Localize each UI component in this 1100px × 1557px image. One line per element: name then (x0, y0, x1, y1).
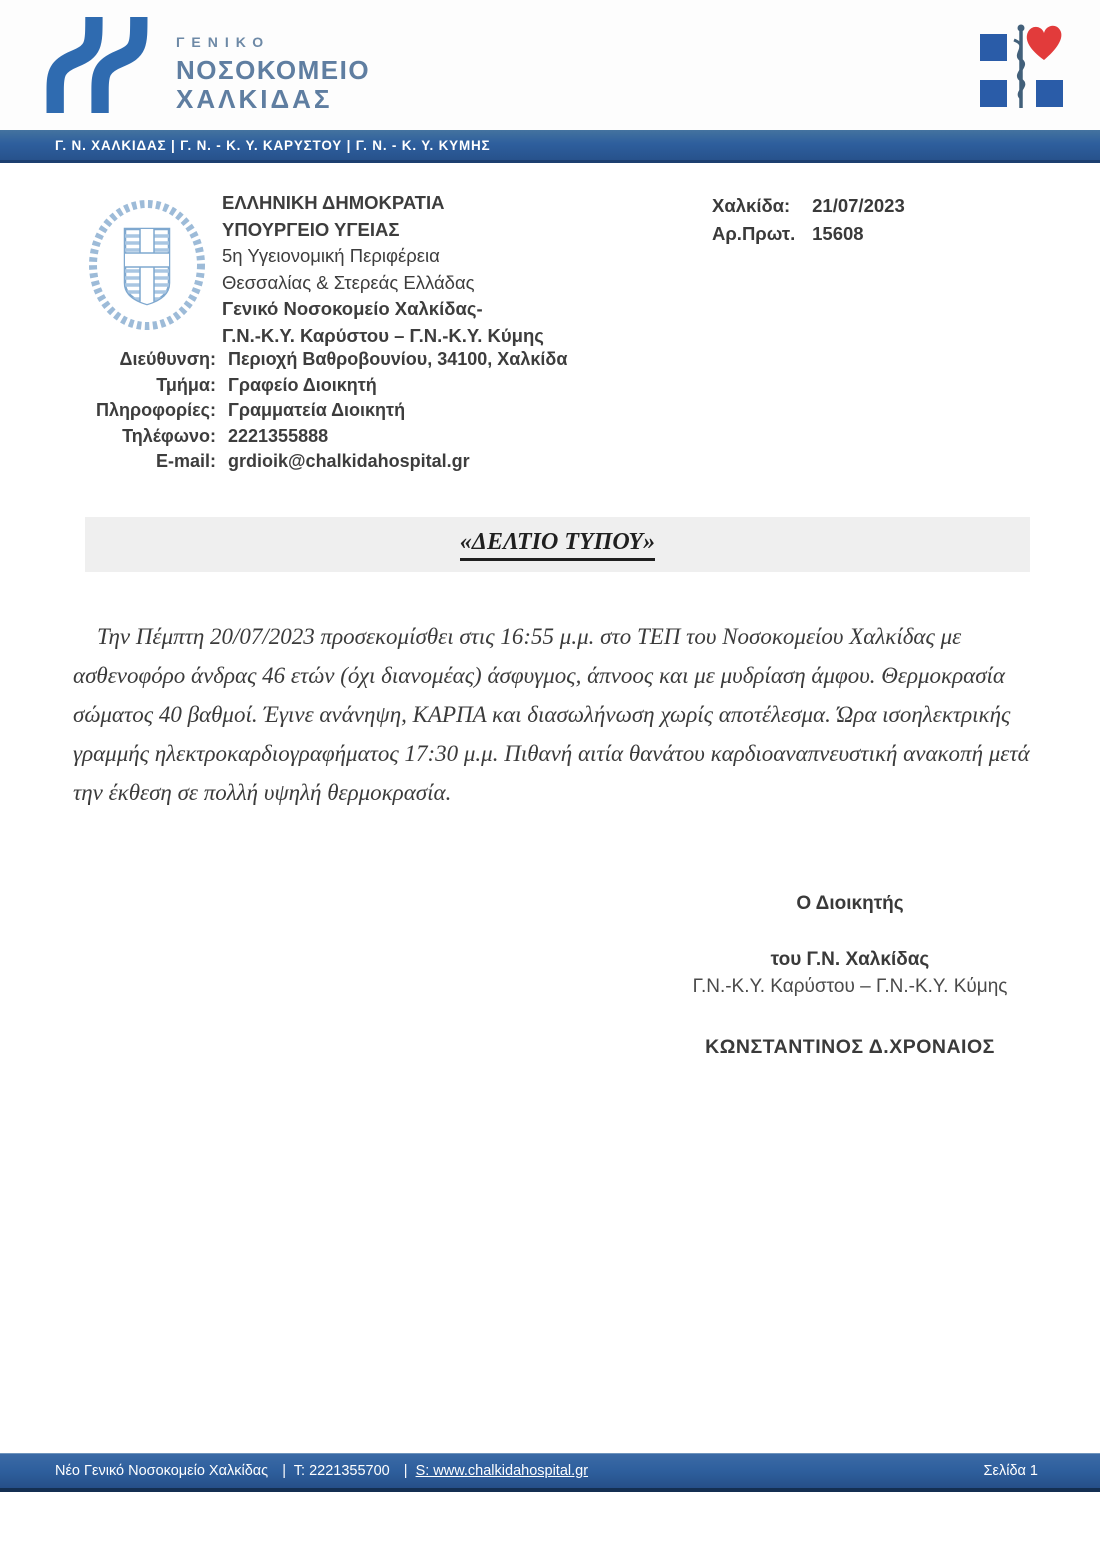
hospital-logo-icon (38, 14, 156, 116)
contact-row-phone (88, 424, 567, 450)
contact-row-email (88, 449, 567, 475)
health-ministry-logo-icon (970, 20, 1078, 116)
contact-label: Τηλέφωνο: (122, 425, 216, 446)
letterhead-top (0, 0, 1100, 130)
signature-org-primary: του Γ.Ν. Χαλκίδας (770, 949, 930, 970)
protocol-value: 15608 (812, 223, 864, 244)
contact-row-address (88, 347, 567, 373)
contact-value: 2221355888 (228, 425, 329, 446)
press-release-body: Την Πέμπτη 20/07/2023 προσεκομίσθει στις 16:55 μ.μ. στο ΤΕΠ του Νοσοκομείου Χαλκίδας με ασθενοφόρο άνδρας 46 ετών (όχι διανομέας) άσφυγμος, άπνοος και με μυδρίαση άμφου. Θερμοκρασία σώματος 40 βαθμοί. Έγινε ανάνηψη, ΚΑΡΠΑ και διασωλήνωση χωρίς αποτέλεσμα. Ώρα ισοηλεκτρικής γραμμής ηλεκτροκαρδιογραφήματος 17:30 μ.μ. Πιθανή αιτία θανάτου καρδιοαναπνευστική ανακοπή μετά την έκθεση σε πολλή υψηλή θερμοκρασία. (73, 624, 1030, 805)
contact-row-information (88, 398, 567, 424)
hospital-units-banner (0, 130, 1100, 163)
footer-phone: Τ: 2221355700 (293, 1463, 390, 1479)
press-release-title: «ΔΕΛΤΙΟ ΤΥΠΟΥ» (460, 529, 655, 561)
hospital-name-line1: ΓΕΝΙΚΟ (176, 34, 271, 50)
date-row (712, 192, 905, 220)
date-value: 21/07/2023 (812, 195, 905, 216)
contact-value: Γραμματεία Διοικητή (228, 400, 406, 420)
contact-value: grdioik@chalkidahospital.gr (228, 451, 470, 471)
date-label: Χαλκίδα: (712, 195, 791, 216)
signature-name: ΚΩΝΣΤΑΝΤΙΝΟΣ Δ.ΧΡΟΝΑΙΟΣ (705, 1036, 995, 1058)
contact-label: Πληροφορίες: (95, 400, 216, 420)
greek-coat-of-arms-icon (86, 196, 208, 336)
contact-value: Γραφείο Διοικητή (228, 374, 377, 395)
contact-label: Διεύθυνση: (119, 349, 216, 369)
contact-value: Περιοχή Βαθροβουνίου, 34100, Χαλκίδα (228, 349, 568, 369)
protocol-row (712, 220, 905, 248)
signature-block (620, 893, 1080, 1059)
footer-page-number: Σελίδα 1 (983, 1463, 1038, 1479)
letterhead-line: Γ.Ν.-Κ.Υ. Καρύστου – Γ.Ν.-Κ.Υ. Κύμης (222, 324, 544, 346)
page-footer (0, 1453, 1100, 1492)
hospital-name-line3: ΧΑΛΚΙΔΑΣ (176, 84, 333, 114)
hospital-units-banner-text: Γ. Ν. ΧΑΛΚΙΔΑΣ | Γ. Ν. - Κ. Υ. ΚΑΡΥΣΤΟΥ | Γ. Ν. - Κ. Υ. ΚΥΜΗΣ (55, 137, 491, 153)
contact-row-department (88, 373, 567, 399)
letterhead-line: ΥΠΟΥΡΓΕΙΟ ΥΓΕΙΑΣ (222, 218, 400, 240)
footer-website-link[interactable]: S: www.chalkidahospital.gr (415, 1463, 589, 1479)
hospital-name (176, 14, 370, 114)
signature-role: Ο Διοικητής (796, 893, 904, 914)
hospital-name-line2: ΝΟΣΟΚΟΜΕΙΟ (176, 55, 371, 85)
letterhead-text (222, 190, 544, 349)
letterhead-line: Θεσσαλίας & Στερεάς Ελλάδας (222, 271, 475, 293)
footer-org-name: Νέο Γενικό Νοσοκομείο Χαλκίδας (55, 1463, 269, 1479)
footer-contact (55, 1463, 592, 1479)
protocol-label: Αρ.Πρωτ. (712, 223, 796, 244)
date-protocol-block (712, 192, 905, 248)
letterhead-line: Γενικό Νοσοκομείο Χαλκίδας- (222, 298, 483, 319)
contact-label: Τμήμα: (156, 374, 216, 395)
press-release-title-band (85, 517, 1030, 572)
footer-separator: | (282, 1463, 286, 1479)
hospital-brand (38, 14, 370, 116)
footer-separator: | (403, 1463, 408, 1479)
contact-details (88, 347, 567, 475)
letterhead-line: 5η Υγειονομική Περιφέρεια (222, 245, 440, 266)
signature-org-secondary: Γ.Ν.-Κ.Υ. Καρύστου – Γ.Ν.-Κ.Υ. Κύμης (692, 976, 1008, 997)
contact-label: E-mail: (155, 451, 216, 471)
letterhead-line: ΕΛΛΗΝΙΚΗ ΔΗΜΟΚΡΑΤΙΑ (222, 192, 445, 213)
